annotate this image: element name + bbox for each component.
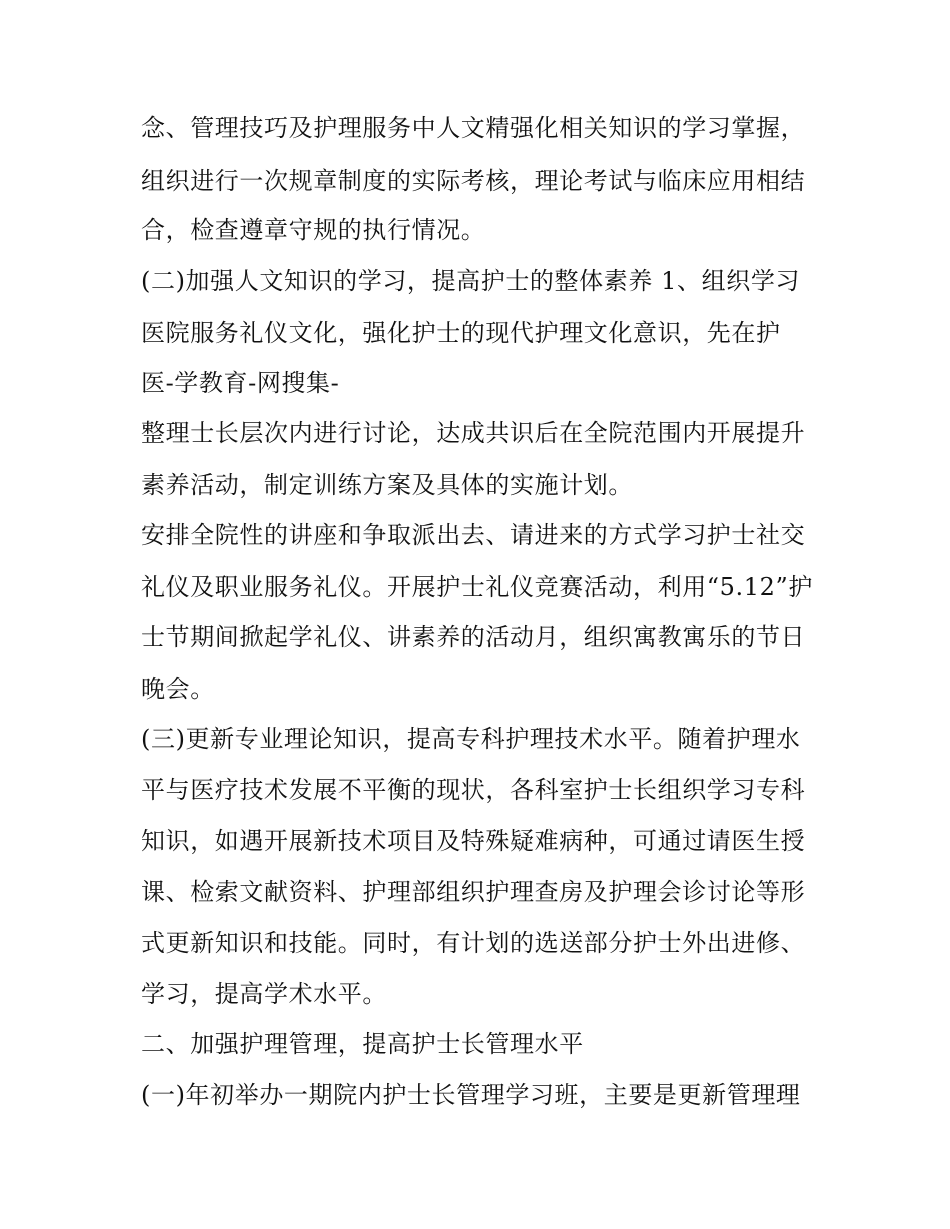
section-heading-main: 二、加强护理管理，提高护士长管理水平 xyxy=(141,1030,584,1058)
section-heading-3: (三)更新专业理论知识，提高专科护理技术水平。随着护理水 xyxy=(141,725,801,753)
text-line: 学习，提高学术水平。 xyxy=(141,980,387,1008)
text-line: 素养活动，制定训练方案及具体的实施计划。 xyxy=(141,471,633,499)
text-line: 安排全院性的讲座和争取派出去、请进来的方式学习护士社交 xyxy=(141,521,806,549)
text-line: 式更新知识和技能。同时，有计划的选送部分护士外出进修、 xyxy=(141,929,806,957)
text-line: 合，检查遵章守规的执行情况。 xyxy=(141,216,486,244)
watermark-line: 医-学教育-网搜集- xyxy=(141,369,340,397)
text-line: 医院服务礼仪文化，强化护士的现代护理文化意识，先在护 xyxy=(141,319,781,347)
text-line: 念、管理技巧及护理服务中人文精强化相关知识的学习掌握， xyxy=(141,114,806,142)
text-line: 士节期间掀起学礼仪、讲素养的活动月，组织寓教寓乐的节日 xyxy=(141,623,806,651)
section-heading-1: (一)年初举办一期院内护士长管理学习班，主要是更新管理理 xyxy=(141,1081,801,1109)
section-heading-2: (二)加强人文知识的学习，提高护士的整体素养 1、组织学习 xyxy=(141,267,801,295)
text-line: 知识，如遇开展新技术项目及特殊疑难病种，可通过请医生授 xyxy=(141,827,806,855)
text-line: 组织进行一次规章制度的实际考核，理论考试与临床应用相结 xyxy=(141,167,806,195)
text-line: 整理士长层次内进行讨论，达成共识后在全院范围内开展提升 xyxy=(141,419,806,447)
text-line: 平与医疗技术发展不平衡的现状，各科室护士长组织学习专科 xyxy=(141,776,806,804)
text-line: 礼仪及职业服务礼仪。开展护士礼仪竞赛活动，利用“5.12”护 xyxy=(141,573,813,601)
text-line: 晚会。 xyxy=(141,675,215,703)
text-line: 课、检索文献资料、护理部组织护理查房及护理会诊讨论等形 xyxy=(141,878,806,906)
